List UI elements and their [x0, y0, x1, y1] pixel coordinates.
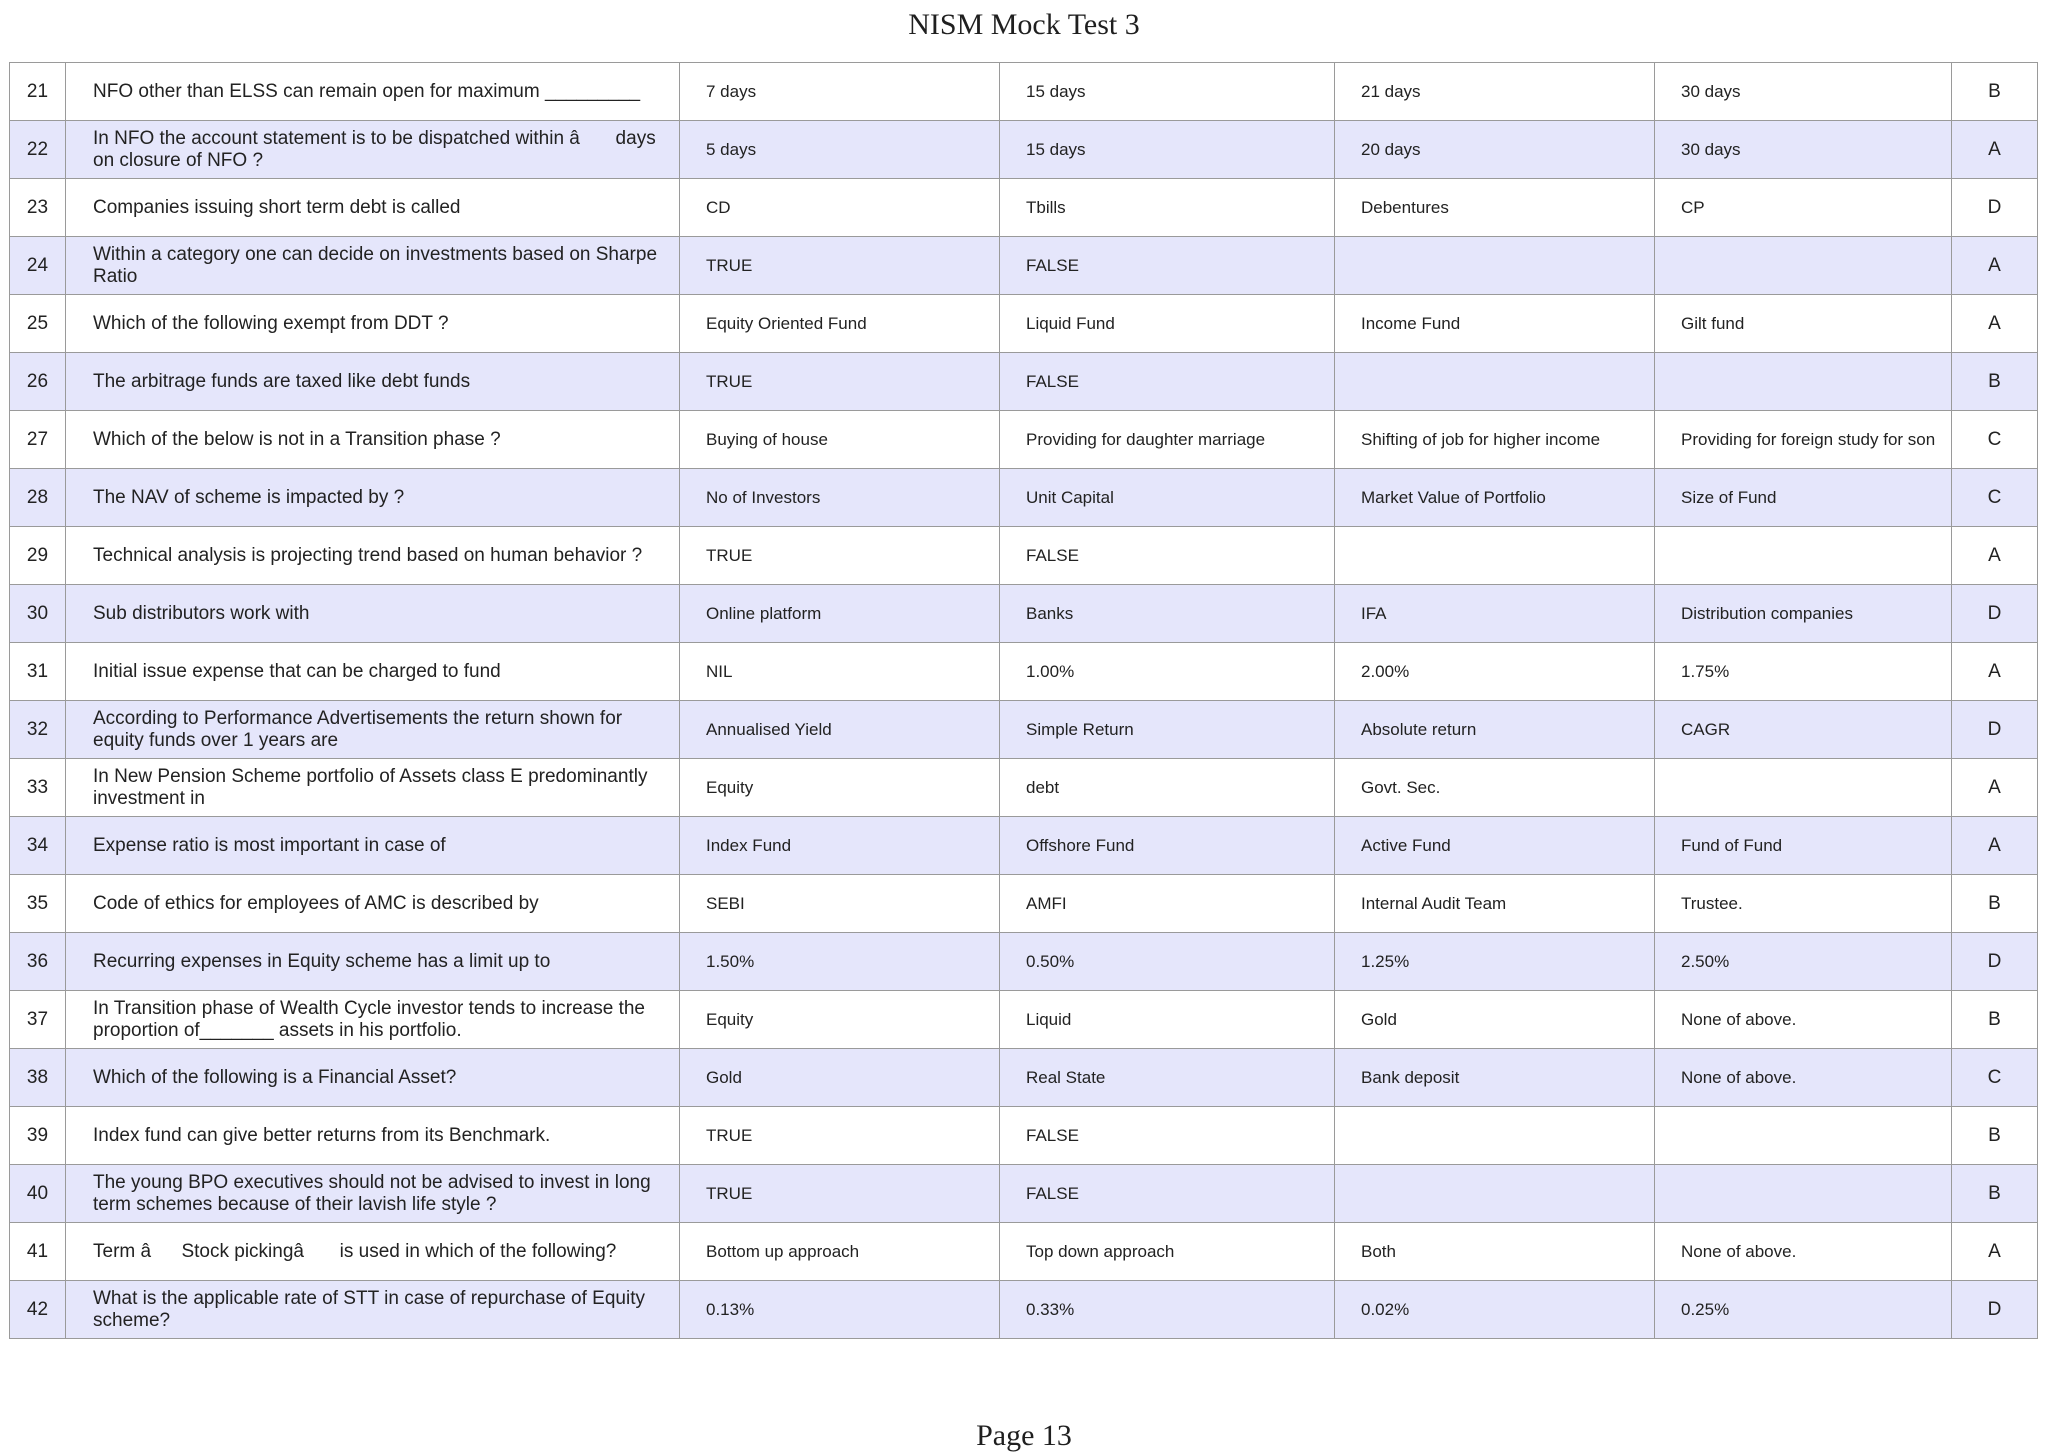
- option-d: Gilt fund: [1655, 295, 1952, 353]
- option-a: SEBI: [680, 875, 1000, 933]
- question-number: 32: [10, 701, 66, 759]
- option-c: Active Fund: [1335, 817, 1655, 875]
- option-b: 1.00%: [1000, 643, 1335, 701]
- question-number: 42: [10, 1281, 66, 1339]
- option-b: Simple Return: [1000, 701, 1335, 759]
- option-b: 0.50%: [1000, 933, 1335, 991]
- question-text: Initial issue expense that can be charged to fund: [66, 643, 680, 701]
- option-c: Govt. Sec.: [1335, 759, 1655, 817]
- option-c: IFA: [1335, 585, 1655, 643]
- question-number: 23: [10, 179, 66, 237]
- question-text: Expense ratio is most important in case of: [66, 817, 680, 875]
- answer-key: B: [1952, 991, 2038, 1049]
- option-d: Trustee.: [1655, 875, 1952, 933]
- option-d: [1655, 237, 1952, 295]
- option-b: Providing for daughter marriage: [1000, 411, 1335, 469]
- option-d: [1655, 1107, 1952, 1165]
- table-row: [10, 759, 2038, 817]
- table-row: [10, 1165, 2038, 1223]
- page-number: Page 13: [976, 1419, 1072, 1452]
- option-a: Buying of house: [680, 411, 1000, 469]
- question-number: 33: [10, 759, 66, 817]
- question-number: 38: [10, 1049, 66, 1107]
- question-number: 37: [10, 991, 66, 1049]
- table-row: [10, 237, 2038, 295]
- option-a: Equity Oriented Fund: [680, 295, 1000, 353]
- option-a: 5 days: [680, 121, 1000, 179]
- option-c: 21 days: [1335, 63, 1655, 121]
- option-a: Equity: [680, 759, 1000, 817]
- question-number: 39: [10, 1107, 66, 1165]
- answer-key: C: [1952, 411, 2038, 469]
- question-text: Companies issuing short term debt is called: [66, 179, 680, 237]
- option-d: 2.50%: [1655, 933, 1952, 991]
- option-d: [1655, 527, 1952, 585]
- option-c: Both: [1335, 1223, 1655, 1281]
- option-a: TRUE: [680, 1165, 1000, 1223]
- option-b: FALSE: [1000, 237, 1335, 295]
- option-c: [1335, 1107, 1655, 1165]
- option-a: 0.13%: [680, 1281, 1000, 1339]
- option-d: 30 days: [1655, 121, 1952, 179]
- option-c: Shifting of job for higher income: [1335, 411, 1655, 469]
- answer-key: A: [1952, 237, 2038, 295]
- question-number: 25: [10, 295, 66, 353]
- option-b: AMFI: [1000, 875, 1335, 933]
- page-title: NISM Mock Test 3: [908, 8, 1140, 41]
- option-b: 15 days: [1000, 121, 1335, 179]
- table-row: [10, 469, 2038, 527]
- option-b: Top down approach: [1000, 1223, 1335, 1281]
- option-c: 20 days: [1335, 121, 1655, 179]
- question-number: 22: [10, 121, 66, 179]
- option-c: Absolute return: [1335, 701, 1655, 759]
- option-b: Offshore Fund: [1000, 817, 1335, 875]
- option-a: Index Fund: [680, 817, 1000, 875]
- option-c: Bank deposit: [1335, 1049, 1655, 1107]
- option-b: Unit Capital: [1000, 469, 1335, 527]
- option-a: Online platform: [680, 585, 1000, 643]
- question-number: 34: [10, 817, 66, 875]
- option-a: Gold: [680, 1049, 1000, 1107]
- table-row: [10, 527, 2038, 585]
- question-number: 28: [10, 469, 66, 527]
- option-b: Liquid: [1000, 991, 1335, 1049]
- table-row: [10, 63, 2038, 121]
- table-row: [10, 295, 2038, 353]
- option-d: [1655, 353, 1952, 411]
- option-c: [1335, 527, 1655, 585]
- option-c: [1335, 353, 1655, 411]
- question-text: The arbitrage funds are taxed like debt funds: [66, 353, 680, 411]
- option-d: None of above.: [1655, 991, 1952, 1049]
- option-d: CAGR: [1655, 701, 1952, 759]
- answer-key: A: [1952, 121, 2038, 179]
- option-a: TRUE: [680, 1107, 1000, 1165]
- option-d: 0.25%: [1655, 1281, 1952, 1339]
- option-b: FALSE: [1000, 353, 1335, 411]
- question-number: 29: [10, 527, 66, 585]
- option-b: Liquid Fund: [1000, 295, 1335, 353]
- option-c: 1.25%: [1335, 933, 1655, 991]
- option-b: Banks: [1000, 585, 1335, 643]
- question-number: 31: [10, 643, 66, 701]
- question-text: Within a category one can decide on investments based on Sharpe Ratio: [66, 237, 680, 295]
- question-text: According to Performance Advertisements the return shown for equity funds over 1 years are: [66, 701, 680, 759]
- question-number: 21: [10, 63, 66, 121]
- answer-key: D: [1952, 1281, 2038, 1339]
- option-b: 0.33%: [1000, 1281, 1335, 1339]
- question-number: 24: [10, 237, 66, 295]
- option-d: Distribution companies: [1655, 585, 1952, 643]
- answer-key: B: [1952, 63, 2038, 121]
- question-text: Which of the following is a Financial Asset?: [66, 1049, 680, 1107]
- question-text: In New Pension Scheme portfolio of Assets class E predominantly investment in: [66, 759, 680, 817]
- question-number: 41: [10, 1223, 66, 1281]
- answer-key: A: [1952, 759, 2038, 817]
- answer-key: C: [1952, 1049, 2038, 1107]
- table-row: [10, 1107, 2038, 1165]
- option-b: debt: [1000, 759, 1335, 817]
- option-d: 30 days: [1655, 63, 1952, 121]
- table-row: [10, 991, 2038, 1049]
- option-a: NIL: [680, 643, 1000, 701]
- option-d: 1.75%: [1655, 643, 1952, 701]
- table-row: [10, 933, 2038, 991]
- question-text: Term âStock pickingâ is used in which of the following?: [66, 1223, 680, 1281]
- answer-key: A: [1952, 1223, 2038, 1281]
- option-b: FALSE: [1000, 1107, 1335, 1165]
- option-b: Real State: [1000, 1049, 1335, 1107]
- option-d: CP: [1655, 179, 1952, 237]
- table-row: [10, 1049, 2038, 1107]
- answer-key: B: [1952, 1165, 2038, 1223]
- table-row: [10, 585, 2038, 643]
- table-row: [10, 817, 2038, 875]
- questions-body: [10, 63, 2038, 1339]
- table-row: [10, 643, 2038, 701]
- question-text: Which of the following exempt from DDT ?: [66, 295, 680, 353]
- question-number: 36: [10, 933, 66, 991]
- option-a: TRUE: [680, 353, 1000, 411]
- question-text: Index fund can give better returns from its Benchmark.: [66, 1107, 680, 1165]
- option-a: Equity: [680, 991, 1000, 1049]
- question-number: 30: [10, 585, 66, 643]
- option-a: 1.50%: [680, 933, 1000, 991]
- table-row: [10, 353, 2038, 411]
- option-a: 7 days: [680, 63, 1000, 121]
- option-b: Tbills: [1000, 179, 1335, 237]
- option-b: FALSE: [1000, 527, 1335, 585]
- answer-key: A: [1952, 817, 2038, 875]
- answer-key: A: [1952, 527, 2038, 585]
- option-a: Bottom up approach: [680, 1223, 1000, 1281]
- answer-key: A: [1952, 643, 2038, 701]
- question-number: 27: [10, 411, 66, 469]
- question-text: In NFO the account statement is to be dispatched within â days on closure of NFO ?: [66, 121, 680, 179]
- question-text: Which of the below is not in a Transition phase ?: [66, 411, 680, 469]
- question-text: The young BPO executives should not be advised to invest in long term schemes because of their lavish life style ?: [66, 1165, 680, 1223]
- option-a: No of Investors: [680, 469, 1000, 527]
- questions-table: [9, 62, 2038, 1339]
- question-text: What is the applicable rate of STT in case of repurchase of Equity scheme?: [66, 1281, 680, 1339]
- option-c: Gold: [1335, 991, 1655, 1049]
- option-c: Market Value of Portfolio: [1335, 469, 1655, 527]
- option-c: Debentures: [1335, 179, 1655, 237]
- answer-key: B: [1952, 353, 2038, 411]
- question-text: In Transition phase of Wealth Cycle investor tends to increase the proportion of_______ assets in his portfolio.: [66, 991, 680, 1049]
- option-d: [1655, 1165, 1952, 1223]
- table-row: [10, 1281, 2038, 1339]
- option-c: [1335, 237, 1655, 295]
- question-text: Sub distributors work with: [66, 585, 680, 643]
- answer-key: D: [1952, 933, 2038, 991]
- option-b: 15 days: [1000, 63, 1335, 121]
- option-a: Annualised Yield: [680, 701, 1000, 759]
- option-c: 0.02%: [1335, 1281, 1655, 1339]
- option-d: Providing for foreign study for son: [1655, 411, 1952, 469]
- answer-key: B: [1952, 1107, 2038, 1165]
- option-c: 2.00%: [1335, 643, 1655, 701]
- question-text: NFO other than ELSS can remain open for maximum _________: [66, 63, 680, 121]
- question-text: Code of ethics for employees of AMC is described by: [66, 875, 680, 933]
- table-row: [10, 179, 2038, 237]
- option-c: [1335, 1165, 1655, 1223]
- option-d: Size of Fund: [1655, 469, 1952, 527]
- option-a: TRUE: [680, 237, 1000, 295]
- question-text: Recurring expenses in Equity scheme has a limit up to: [66, 933, 680, 991]
- table-row: [10, 1223, 2038, 1281]
- option-a: CD: [680, 179, 1000, 237]
- table-row: [10, 701, 2038, 759]
- table-row: [10, 121, 2038, 179]
- question-text: Technical analysis is projecting trend based on human behavior ?: [66, 527, 680, 585]
- option-d: [1655, 759, 1952, 817]
- question-number: 40: [10, 1165, 66, 1223]
- question-number: 35: [10, 875, 66, 933]
- question-number: 26: [10, 353, 66, 411]
- option-b: FALSE: [1000, 1165, 1335, 1223]
- option-d: Fund of Fund: [1655, 817, 1952, 875]
- option-a: TRUE: [680, 527, 1000, 585]
- table-row: [10, 411, 2038, 469]
- answer-key: B: [1952, 875, 2038, 933]
- answer-key: D: [1952, 701, 2038, 759]
- option-c: Internal Audit Team: [1335, 875, 1655, 933]
- option-d: None of above.: [1655, 1223, 1952, 1281]
- option-d: None of above.: [1655, 1049, 1952, 1107]
- answer-key: A: [1952, 295, 2038, 353]
- answer-key: D: [1952, 179, 2038, 237]
- table-row: [10, 875, 2038, 933]
- question-text: The NAV of scheme is impacted by ?: [66, 469, 680, 527]
- option-c: Income Fund: [1335, 295, 1655, 353]
- answer-key: C: [1952, 469, 2038, 527]
- answer-key: D: [1952, 585, 2038, 643]
